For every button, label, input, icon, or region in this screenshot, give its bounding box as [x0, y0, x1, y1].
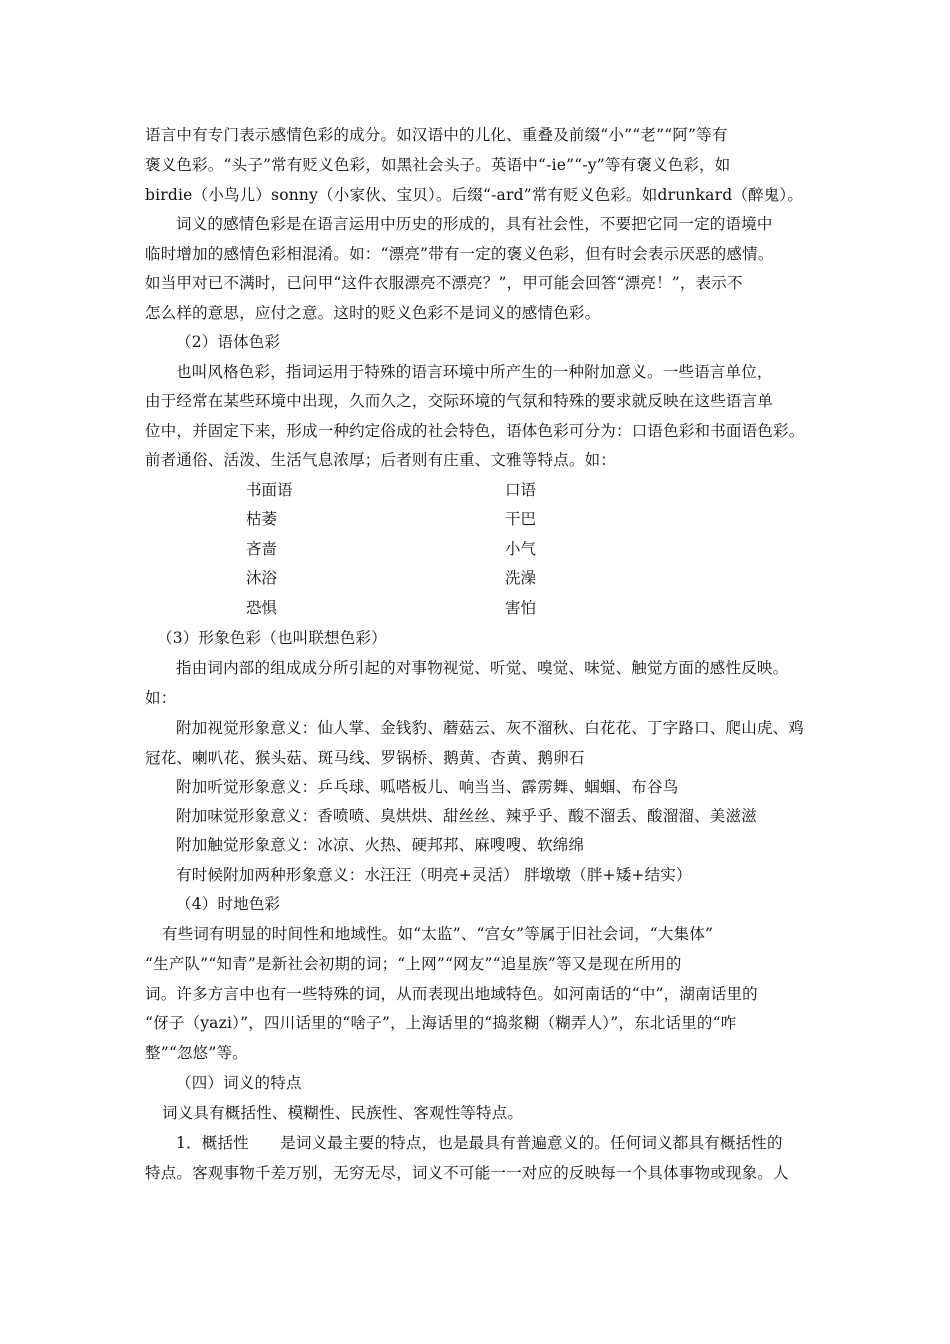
paragraph-line: 如： [145, 689, 177, 707]
paragraph-line: “伢子（yazi）”，四川话里的“啥子”，上海话里的“捣浆糊（糊弄人）”，东北话里的“咋 [145, 1014, 737, 1032]
paragraph-line: 位中，并固定下来，形成一种约定俗成的社会特色，语体色彩可分为：口语色彩和书面语色彩。 [145, 422, 805, 440]
paragraph-line: 附加听觉形象意义：乒乓球、呱嗒板儿、响当当、霹雳舞、蝈蝈、布谷鸟 [176, 778, 679, 796]
section-heading: （四）词义的特点 [176, 1074, 302, 1092]
paragraph-line: 冠花、喇叭花、猴头菇、斑马线、罗锅桥、鹅黄、杏黄、鹅卵石 [145, 749, 585, 767]
paragraph-line: 特点。客观事物千差万别，无穷无尽，词义不可能一一对应的反映每一个具体事物或现象。人 [145, 1164, 789, 1182]
paragraph-line: 怎么样的意思，应付之意。这时的贬义色彩不是词义的感情色彩。 [145, 304, 601, 322]
table-cell-written: 沐浴 [246, 569, 278, 587]
table-cell-written: 吝啬 [246, 540, 278, 558]
paragraph-line: 附加视觉形象意义：仙人掌、金钱豹、蘑菇云、灰不溜秋、白花花、丁字路口、爬山虎、鸡 [176, 719, 805, 737]
table-cell-written: 恐惧 [246, 599, 278, 617]
paragraph-line: 临时增加的感情色彩相混淆。如：“漂亮”带有一定的褒义色彩，但有时会表示厌恶的感情。 [145, 245, 774, 263]
section-heading: （3）形象色彩（也叫联想色彩） [157, 629, 387, 647]
table-header-written: 书面语 [246, 481, 293, 499]
paragraph-line: 如当甲对已不满时，已问甲“这件衣服漂亮不漂亮？”，甲可能会回答“漂亮！”，表示不 [145, 274, 743, 292]
paragraph-line: 前者通俗、活泼、生活气息浓厚；后者则有庄重、文雅等特点。如： [145, 451, 617, 469]
table-cell-spoken: 害怕 [505, 599, 537, 617]
table-cell-spoken: 洗澡 [505, 569, 537, 587]
section-heading: （2）语体色彩 [176, 333, 281, 351]
paragraph-line: 有些词有明显的时间性和地域性。如“太监”、“宫女”等属于旧社会词，“大集体” [162, 925, 714, 943]
paragraph-line: 词。许多方言中也有一些特殊的词，从而表现出地域特色。如河南话的“中”，湖南话里的 [145, 985, 758, 1003]
paragraph-line: 有时候附加两种形象意义：水汪汪（明亮+灵活） 胖墩墩（胖+矮+结实） [176, 866, 692, 884]
paragraph-line: 整”“忽悠”等。 [145, 1044, 248, 1062]
table-cell-spoken: 干巴 [505, 510, 537, 528]
paragraph-line: birdie（小鸟儿）sonny（小家伙、宝贝）。后缀“-ard”常有贬义色彩。如drunkard（醉鬼）。 [145, 186, 804, 204]
paragraph-line: 语言中有专门表示感情色彩的成分。如汉语中的儿化、重叠及前缀“小”“老”“阿”等有 [145, 126, 728, 144]
paragraph-line: “生产队”“知青”是新社会初期的词；“上网”“网友”“追星族”等又是现在所用的 [145, 955, 682, 973]
paragraph-line: 也叫风格色彩，指词运用于特殊的语言环境中所产生的一种附加意义。一些语言单位， [176, 363, 773, 381]
paragraph-line: 词义的感情色彩是在语言运用中历史的形成的，具有社会性，不要把它同一定的语境中 [176, 215, 773, 233]
paragraph-line: 褒义色彩。“头子”常有贬义色彩，如黑社会头子。英语中“-ie”“-y”等有褒义色彩，如 [145, 156, 731, 174]
table-cell-written: 枯萎 [246, 510, 278, 528]
paragraph-line: 词义具有概括性、模糊性、民族性、客观性等特点。 [162, 1104, 524, 1122]
paragraph-line: 附加味觉形象意义：香喷喷、臭烘烘、甜丝丝、辣乎乎、酸不溜丢、酸溜溜、美滋滋 [176, 807, 757, 825]
paragraph-line: 附加触觉形象意义：冰凉、火热、硬邦邦、麻嗖嗖、软绵绵 [176, 836, 585, 854]
paragraph-line: 由于经常在某些环境中出现，久而久之，交际环境的气氛和特殊的要求就反映在这些语言单 [145, 392, 774, 410]
section-heading: （4）时地色彩 [176, 895, 281, 913]
table-header-spoken: 口语 [505, 481, 537, 499]
paragraph-line: 指由词内部的组成成分所引起的对事物视觉、听觉、嗅觉、味觉、触觉方面的感性反映。 [176, 659, 789, 677]
table-cell-spoken: 小气 [505, 540, 537, 558]
paragraph-line: 1．概括性 是词义最主要的特点，也是最具有普遍意义的。任何词义都具有概括性的 [176, 1134, 783, 1152]
